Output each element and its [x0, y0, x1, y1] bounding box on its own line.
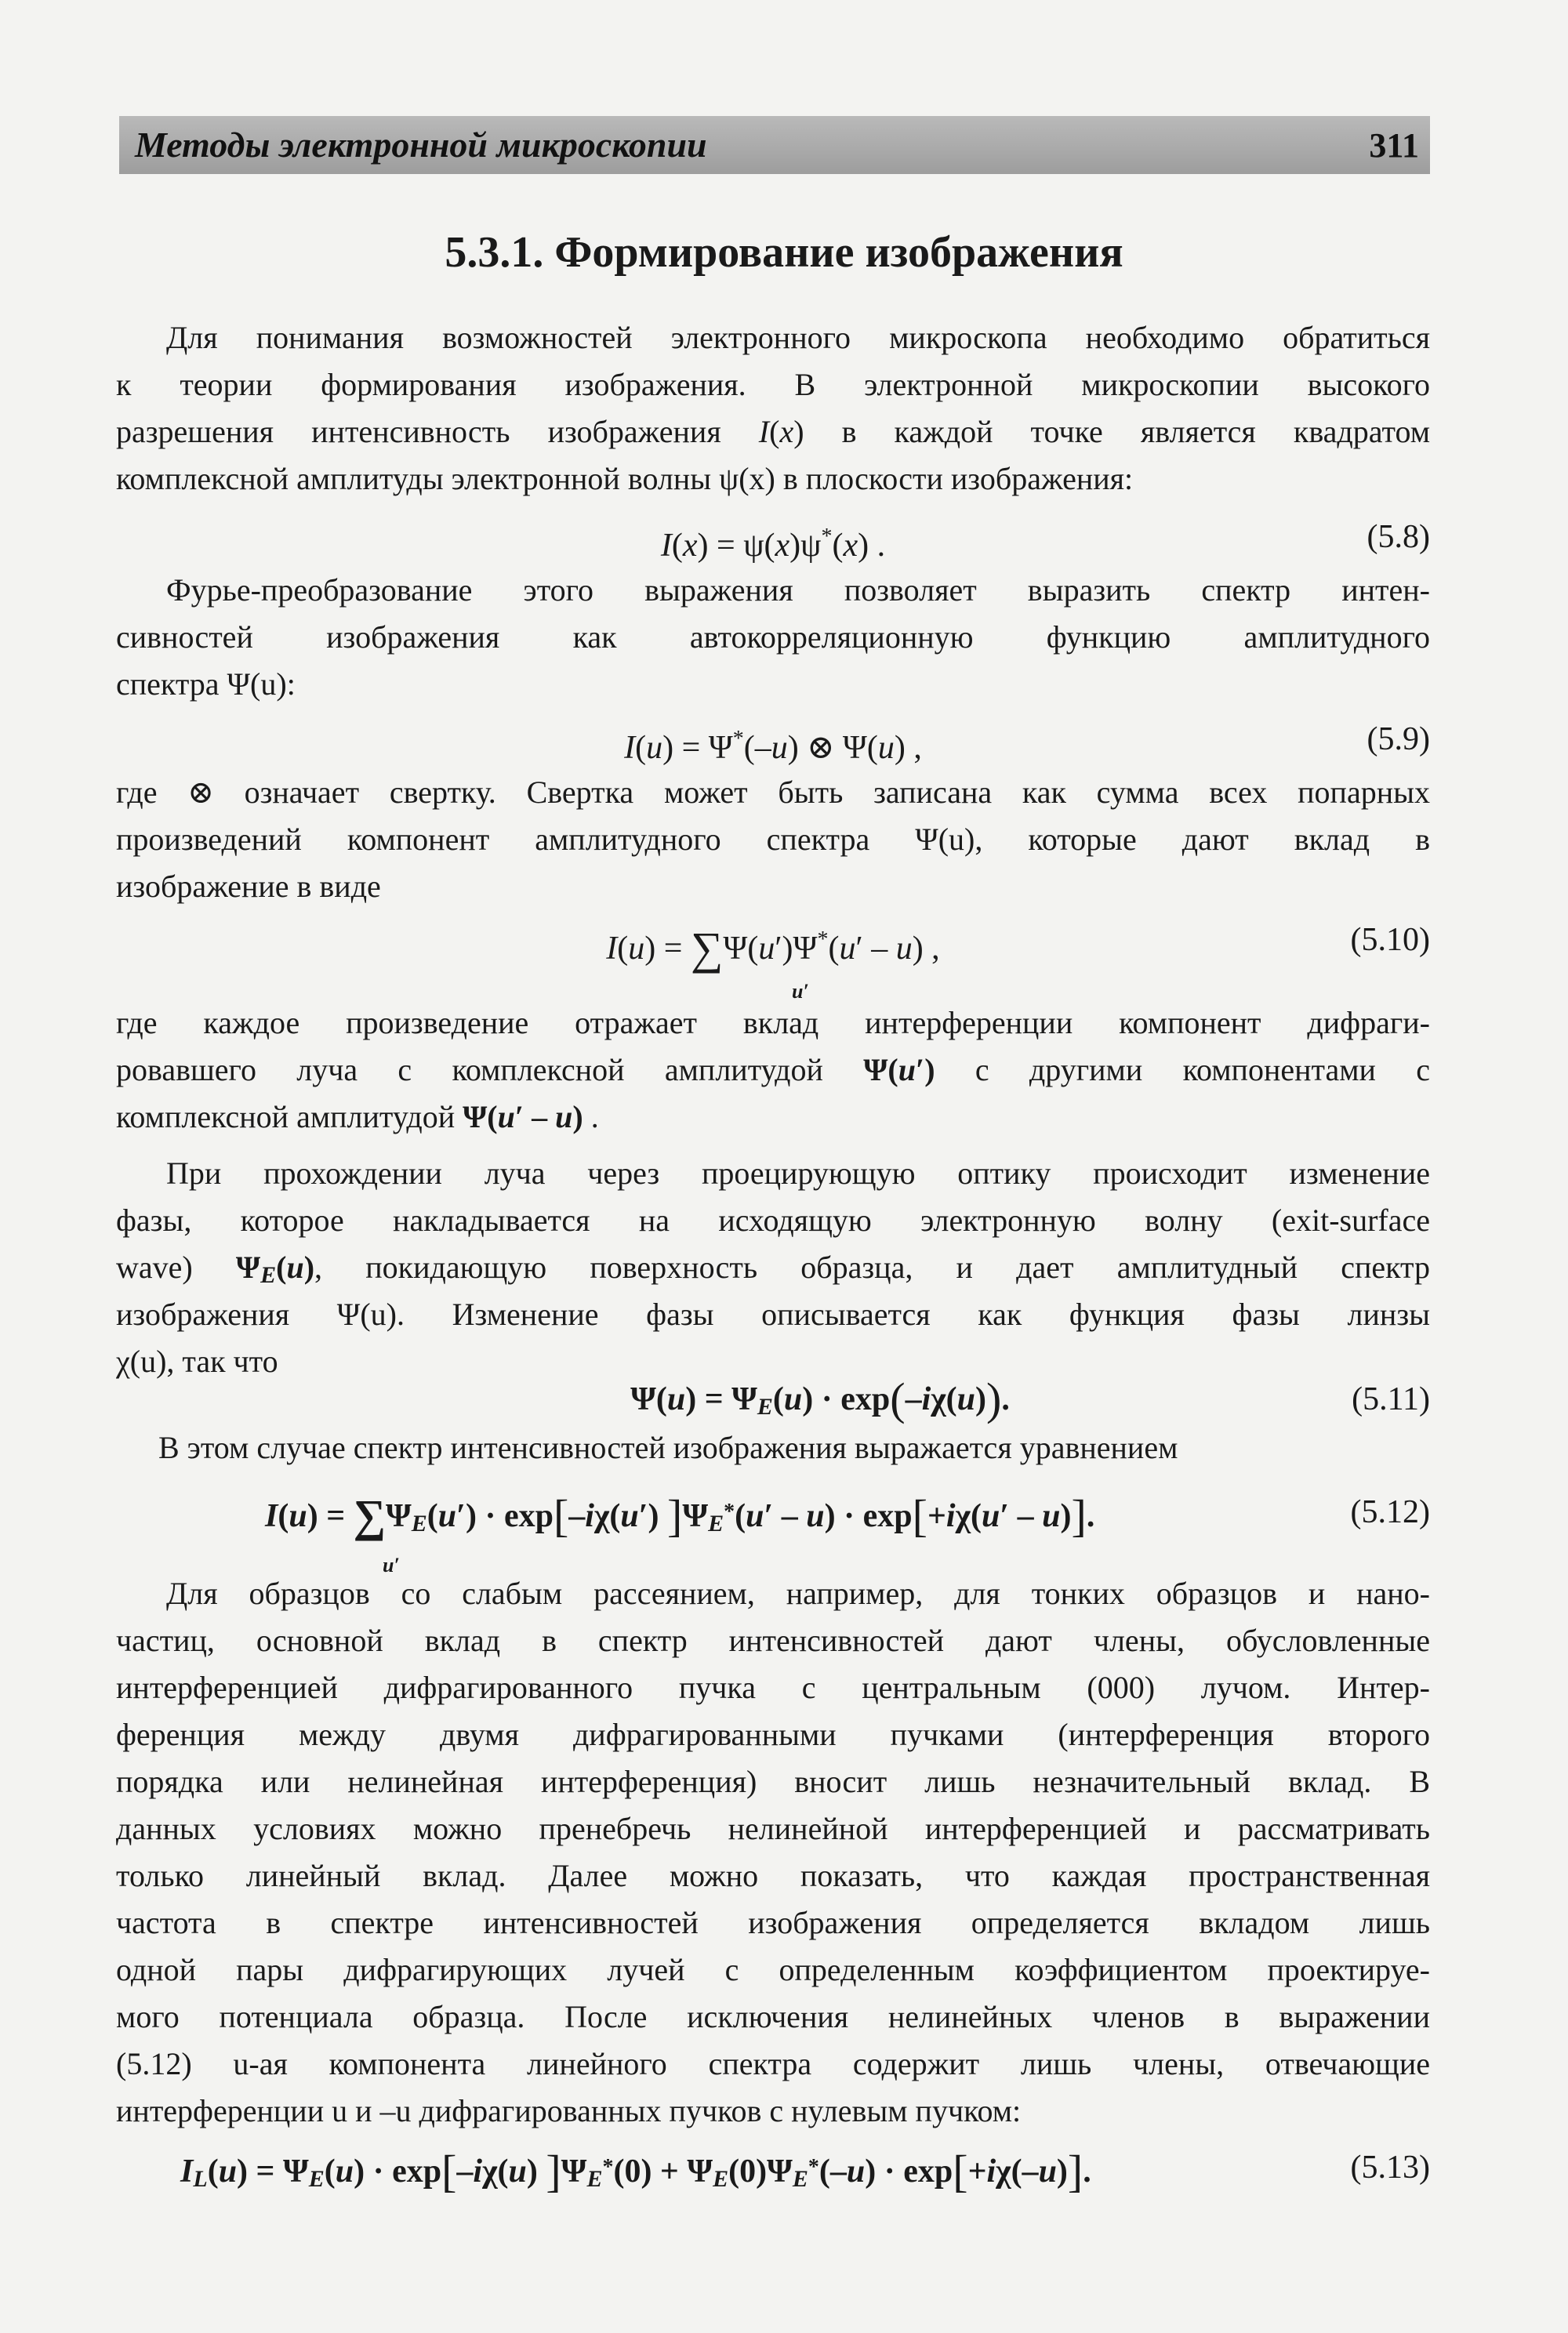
text-line: комплексной амплитуды электронной волны ψ(x) в плоскости изображения:	[116, 461, 1134, 496]
equation-5-11: $\Psi(u) = \Psi_E(u) \cdot \exp(-i\chi(u))$. (5.11)	[116, 1372, 1430, 1427]
text-line: изображение в виде	[116, 869, 381, 904]
text-line: одной пары дифрагирующих лучей с определенным коэффициентом проектируе-	[116, 1952, 1430, 1987]
text-line: порядка или нелинейная интерференция) вносит лишь незначительный вклад. В	[116, 1764, 1430, 1799]
text-line: произведений компонент амплитудного спектра Ψ(u), которые дают вклад в	[116, 822, 1430, 857]
equation-number: (5.12)	[1350, 1494, 1430, 1530]
equation-5-8: I(x) = ψ(x)ψ*(x) . (5.8)	[116, 510, 1430, 564]
text-line: интерференции u и –u дифрагированных пучков с нулевым пучком:	[116, 2093, 1022, 2128]
text-line: только линейный вклад. Далее можно показать, что каждая пространственная	[116, 1858, 1430, 1893]
equation-5-13: $I_L(u) = \Psi_E(u) \cdot \exp[-i\chi(u) ]\Psi_{E*}(0) + \Psi_E(0)\Psi_{E*}(-u) \cdot \exp[+i\chi(-u)]$. (5.13)	[116, 2140, 1430, 2203]
equation-5-12: $I(u) = \sum\Psi_E(u') \cdot \exp[-i\chi(u')$ ]$\Psi_{E*}(u' - u) \cdot \exp[+i\chi(u' - u)]$. u′ (5.12)	[116, 1485, 1430, 1563]
text-line: сивностей изображения как автокорреляционную функцию амплитудного	[116, 619, 1430, 655]
text-line: Для образцов со слабым рассеянием, например, для тонких образцов и нано-	[166, 1576, 1430, 1611]
text-line: В этом случае спектр интенсивностей изображения выражается уравнением	[158, 1430, 1178, 1465]
text-line: данных условиях можно пренебречь нелинейной интерференцией и рассматривать	[116, 1811, 1430, 1846]
text-line: частота в спектре интенсивностей изображения определяется вкладом лишь	[116, 1905, 1430, 1940]
text-line: частиц, основной вклад в спектр интенсивностей дают члены, обусловленные	[116, 1623, 1430, 1658]
equation-number: (5.13)	[1350, 2150, 1430, 2186]
text-line: wave) $\Psi_E(u)$, покидающую поверхность образца, и дает амплитудный спектр	[116, 1250, 1430, 1288]
text-line: где каждое произведение отражает вклад интерференции компонент дифраги-	[116, 1005, 1430, 1040]
text-line: (5.12) u-ая компонента линейного спектра содержит лишь члены, отвечающие	[116, 2046, 1430, 2081]
text-line: где ⊗ означает свертку. Свертка может быть записана как сумма всех попарных	[116, 775, 1430, 810]
text-line: Фурье-преобразование этого выражения позволяет выразить спектр интен-	[166, 572, 1430, 608]
header-title: Методы электронной микроскопии	[135, 125, 707, 165]
text-line: спектра Ψ(u):	[116, 666, 296, 702]
equation-number: (5.9)	[1367, 721, 1430, 757]
equation-number: (5.10)	[1350, 922, 1430, 958]
page-number: 311	[1369, 126, 1419, 165]
text-line: ровавшего луча с комплексной амплитудой Ψ(u′) с другими компонентами с	[116, 1052, 1430, 1087]
text-line: изображения Ψ(u). Изменение фазы описывается как функция фазы линзы	[116, 1297, 1430, 1332]
text-line: комплексной амплитудой Ψ(u′ – u) .	[116, 1099, 599, 1134]
text-line: При прохождении луча через проецирующую оптику происходит изменение	[166, 1156, 1430, 1191]
text-line: мого потенциала образца. После исключения нелинейных членов в выражении	[116, 1999, 1430, 2034]
text-line: интерференцией дифрагированного пучка с центральным (000) лучом. Интер-	[116, 1670, 1430, 1705]
equation-5-9: I(u) = Ψ*(–u) ⊗ Ψ(u) , (5.9)	[116, 712, 1430, 767]
text-line: ференция между двумя дифрагированными пучками (интерференция второго	[116, 1717, 1430, 1752]
section-title: 5.3.1. Формирование изображения	[445, 228, 1123, 277]
text-line: разрешения интенсивность изображения I(x) в каждой точке является квадратом	[116, 414, 1430, 449]
text-line: Для понимания возможностей электронного микроскопа необходимо обратиться	[166, 320, 1430, 355]
equation-5-10: I(u) = ∑Ψ(u′)Ψ*(u′ – u) , u′ (5.10)	[116, 913, 1430, 991]
text-line: χ(u), так что	[116, 1344, 278, 1379]
text-line: к теории формирования изображения. В электронной микроскопии высокого	[116, 367, 1430, 402]
running-header	[119, 116, 1430, 174]
equation-number: (5.8)	[1367, 519, 1430, 555]
equation-number: (5.11)	[1352, 1381, 1430, 1417]
text-line: фазы, которое накладывается на исходящую электронную волну (exit-surface	[116, 1203, 1430, 1238]
